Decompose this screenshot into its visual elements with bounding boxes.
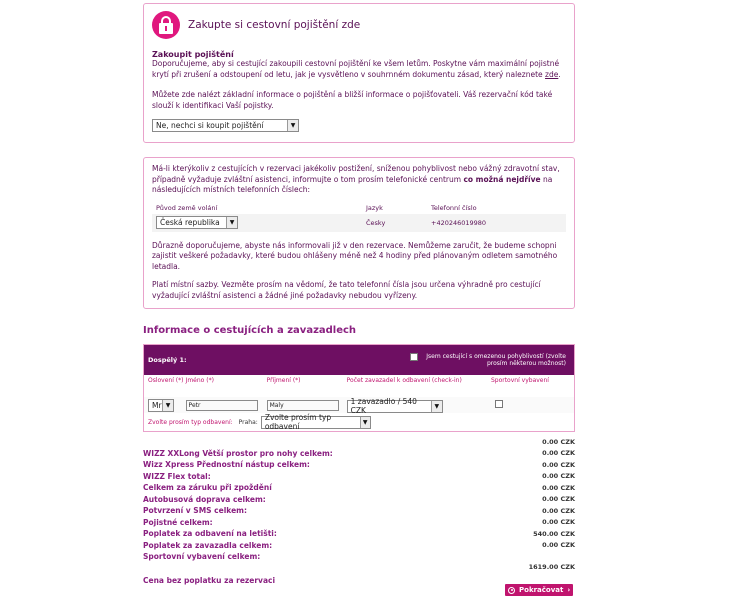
section-title: Informace o cestujících a zavazadlech <box>143 325 357 336</box>
sport-equipment-checkbox[interactable] <box>495 400 503 408</box>
main-content <box>143 0 575 585</box>
chevron-down-icon: ▼ <box>287 120 298 131</box>
chevron-down-icon: ▼ <box>162 400 173 411</box>
language-value: Česky <box>366 218 386 227</box>
assistance-note-1: Důrazně doporučujeme, abyste nás informovali již v den rezervace. Nemůžeme zaručit, že budeme schopni zajistit veškeré požadavky, které budou ohlášeny méně než 4 hodiny před plánovaným odletem samotného letadla. <box>152 240 558 271</box>
passenger-row <box>144 397 574 416</box>
summary-row: Potvrzení v SMS celkem: 0.00 CZK <box>143 506 575 516</box>
passenger-label: Dospělý 1: <box>148 356 187 364</box>
first-name-input[interactable]: Petr <box>186 400 258 411</box>
assistance-box <box>143 157 575 309</box>
phone-table-header: Původ země volání Jazyk Telefonní číslo <box>156 203 477 212</box>
bags-select[interactable]: 1 zavazadlo / 540 CZK ▼ <box>347 400 443 413</box>
insurance-info: Můžete zde nalézt základní informace o pojištění a bližší informace o pojišťovateli. Váš rezervační kód také slouží k identifikaci Vaší pojistky. <box>152 90 553 110</box>
insurance-subtitle: Zakoupit pojištění <box>152 50 234 59</box>
summary-row: Poplatek za zavazadla celkem: 0.00 CZK <box>143 540 575 550</box>
phone-table-row <box>152 214 566 232</box>
summary-row: Autobusová doprava celkem: 0.00 CZK <box>143 494 575 504</box>
summary-row: Pojistné celkem: 0.00 CZK <box>143 517 575 527</box>
insurance-header <box>152 10 566 40</box>
insurance-doc-link[interactable]: zde <box>545 69 559 79</box>
summary-row: WIZZ Flex total: 0.00 CZK <box>143 471 575 481</box>
price-summary <box>143 436 575 585</box>
country-select[interactable]: Česká republika ▼ <box>156 216 238 229</box>
insurance-select[interactable]: Ne, nechci si koupit pojištění ▼ <box>152 119 299 132</box>
summary-row: Sportovní vybavení celkem: <box>143 552 261 562</box>
bag-type-row: Zvolte prosím typ odbavení: Praha: Zvolte prosím typ odbavení ▼ <box>144 413 574 431</box>
summary-row: Poplatek za odbavení na letišti: 540.00 CZK <box>143 529 575 539</box>
insurance-title: Zakupte si cestovní pojištění zde <box>188 19 361 31</box>
insurance-box <box>143 3 575 143</box>
summary-row: 0.00 CZK <box>542 437 575 446</box>
chevron-right-icon: › <box>567 586 571 594</box>
bag-type-select[interactable]: Zvolte prosím typ odbavení ▼ <box>261 416 371 429</box>
reduced-mobility-option: Jsem cestující s omezenou pohyblivostí (zvolte prosím některou možnost) <box>410 353 566 367</box>
price-without-fee-label: Cena bez poplatku za rezervaci <box>143 575 276 585</box>
assistance-note-2: Platí místní sazby. Vezměte prosím na vědomí, že tato telefonní čísla jsou určena výhradně pro cestující vyžadující zvláštní asistenci a žádné jiné požadavky nebudou vyřízeny. <box>152 280 541 300</box>
passenger-header <box>144 345 574 375</box>
passenger-panel <box>143 344 575 432</box>
lock-icon <box>152 11 180 39</box>
reduced-mobility-checkbox[interactable] <box>410 353 418 361</box>
assistance-text: Má-li kterýkoliv z cestujících v rezervaci jakékoliv postižení, sníženou pohyblivost nebo vážný zdravotní stav, případně vyžaduje zvláštní asistenci, informujte o tom prosím telefonické centrum co možná nejdříve na následujících místních telefonních číslech: <box>152 164 560 194</box>
phone-number: +420246019980 <box>431 218 487 227</box>
passenger-columns: Oslovení (*) Jméno (*) Příjmení (*) Počet zavazadel k odbavení (check-in) Sportovní vybavení <box>148 377 549 384</box>
circle-icon <box>508 587 515 594</box>
chevron-down-icon: ▼ <box>226 217 237 228</box>
last-name-input[interactable]: Maly <box>267 400 339 411</box>
summary-row: WIZZ XXLong Větší prostor pro nohy celkem: 0.00 CZK <box>143 448 575 458</box>
title-select[interactable]: Mr ▼ <box>148 399 174 412</box>
chevron-down-icon: ▼ <box>431 401 442 412</box>
summary-total: 1619.00 CZK <box>528 562 575 571</box>
summary-row: Wizz Xpress Přednostní nástup celkem: 0.00 CZK <box>143 460 575 470</box>
chevron-down-icon: ▼ <box>360 417 370 428</box>
continue-button[interactable]: Pokračovat › <box>505 584 573 596</box>
summary-row: Celkem za záruku při zpoždění 0.00 CZK <box>143 483 575 493</box>
insurance-description: Doporučujeme, aby si cestující zakoupili cestovní pojištění ke všem letům. Poskytne vám maximální pojistné krytí při zrušení a odstoupení od letu, jak je vysvětleno v souhrnném dokumentu zásad, který naleznete zde. <box>152 59 561 79</box>
